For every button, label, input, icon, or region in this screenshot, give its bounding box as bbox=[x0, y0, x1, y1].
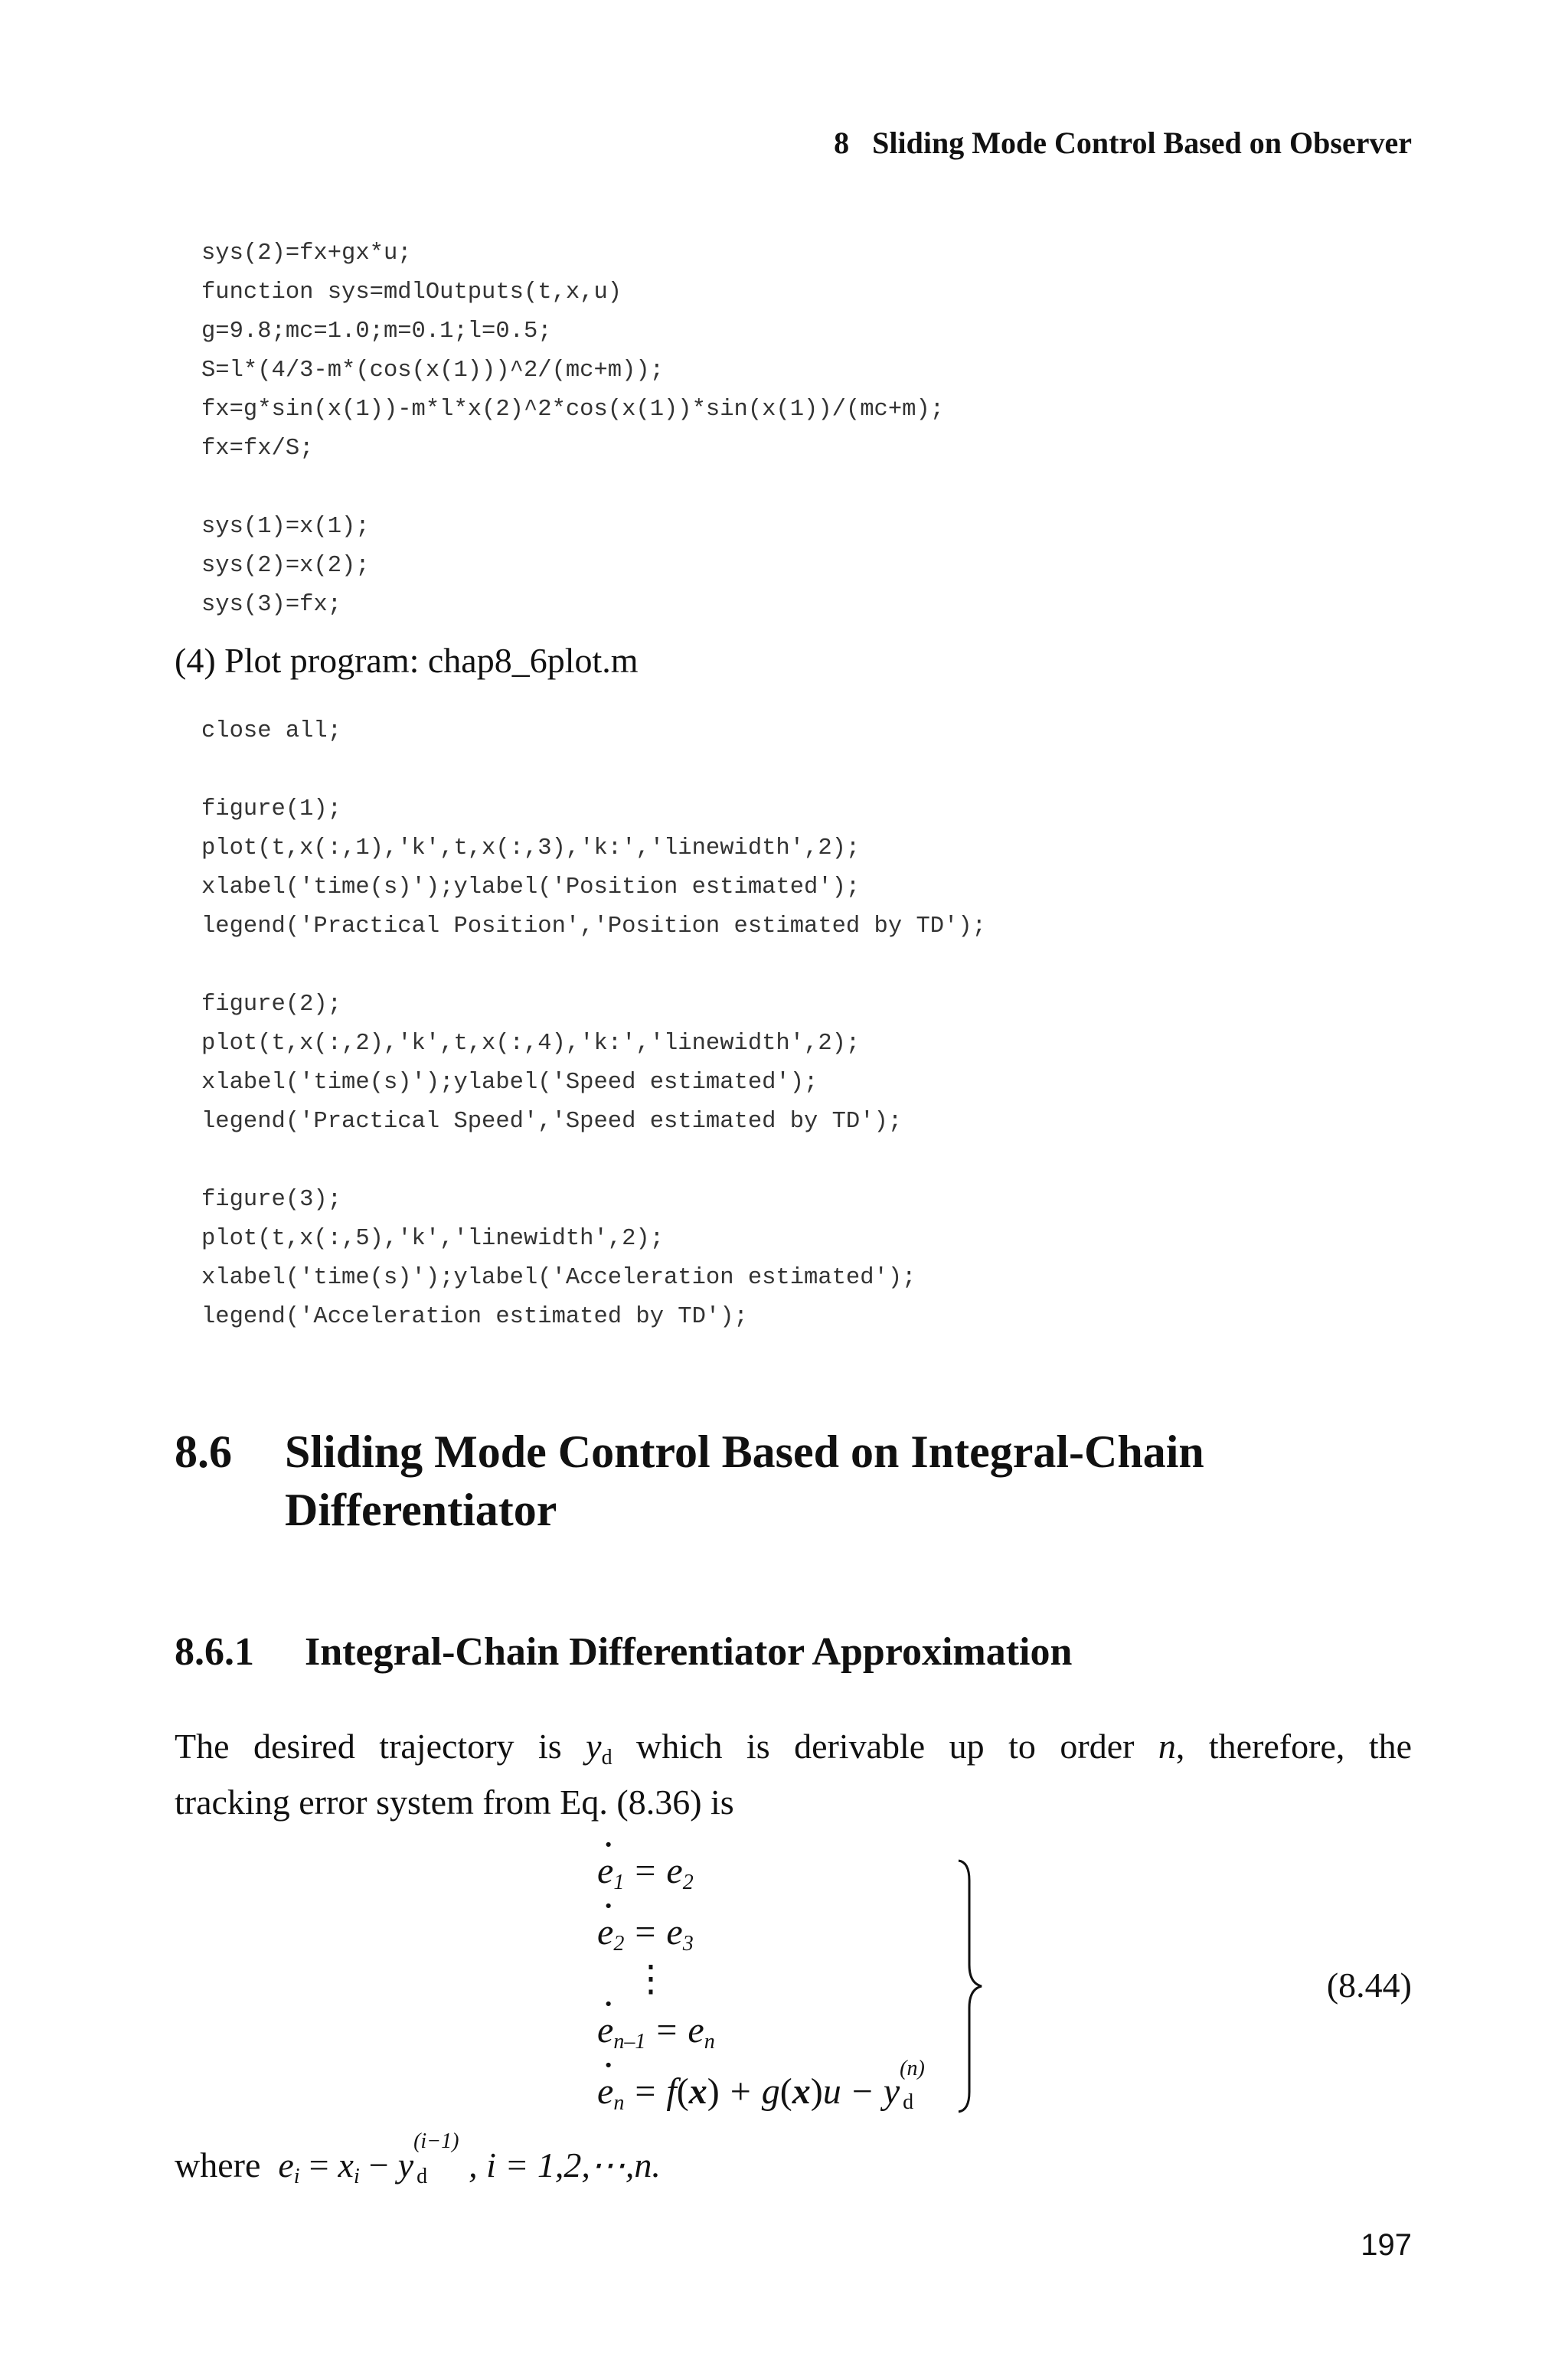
subsection-heading bbox=[175, 1629, 1072, 1675]
code-block-1 bbox=[201, 234, 944, 625]
code-line: fx=g*sin(x(1))-m*l*x(2)^2*cos(x(1))*sin(x(1))/(mc+m); bbox=[201, 397, 945, 423]
code-line: plot(t,x(:,1),'k',t,x(:,3),'k:','linewidth',2); bbox=[201, 835, 861, 861]
code-line bbox=[201, 751, 986, 790]
code-line: sys(1)=x(1); bbox=[201, 514, 370, 540]
equation-row-n: · $e_n = f(x) + g(x)u - y$ (n) d bbox=[597, 2070, 933, 2116]
equation-vdots: ⋮ bbox=[632, 1959, 669, 1999]
code-line: legend('Practical Speed','Speed estimated by TD'); bbox=[201, 1109, 903, 1135]
code-line: sys(2)=x(2); bbox=[201, 553, 370, 579]
code-line bbox=[201, 946, 986, 985]
section-number: 8.6 bbox=[175, 1426, 232, 1477]
subsection-title: Integral-Chain Differentiator Approximation bbox=[305, 1630, 1073, 1674]
code-line: plot(t,x(:,2),'k',t,x(:,4),'k:','linewidth',2); bbox=[201, 1031, 861, 1057]
subsection-number: 8.6.1 bbox=[175, 1630, 254, 1674]
equation-number: (8.44) bbox=[1326, 1966, 1412, 2005]
code-block-2 bbox=[201, 712, 986, 1337]
page-number: 197 bbox=[1361, 2228, 1412, 2262]
code-line: figure(3); bbox=[201, 1187, 342, 1213]
code-line: fx=fx/S; bbox=[201, 436, 314, 462]
code-line bbox=[201, 1142, 986, 1181]
code-line: xlabel('time(s)');ylabel('Speed estimated'); bbox=[201, 1070, 818, 1096]
code-line: figure(1); bbox=[201, 796, 342, 822]
section-title-line1: Sliding Mode Control Based on Integral-Chain bbox=[285, 1426, 1204, 1477]
right-brace-icon bbox=[956, 1858, 986, 2115]
code-line: close all; bbox=[201, 718, 342, 744]
code-line: function sys=mdlOutputs(t,x,u) bbox=[201, 279, 622, 306]
code-line: xlabel('time(s)');ylabel('Position estimated'); bbox=[201, 874, 861, 900]
code-line: sys(2)=fx+gx*u; bbox=[201, 240, 412, 266]
section-heading bbox=[175, 1423, 1204, 1539]
code-line: g=9.8;mc=1.0;m=0.1;l=0.5; bbox=[201, 319, 552, 345]
where-clause: where $e_i = x_i - y$ (i−1) d , i = 1,2,⋯,n. bbox=[175, 2129, 661, 2188]
code-line: S=l*(4/3-m*(cos(x(1)))^2/(mc+m)); bbox=[201, 358, 664, 384]
paragraph-line-1: The desired trajectory is $y_d$ which is derivable up to order n, therefore, the bbox=[175, 1727, 1413, 1770]
paragraph-line-2: tracking error system from Eq. (8.36) is bbox=[175, 1783, 734, 1822]
body-paragraph bbox=[175, 1724, 1412, 1825]
equation-row-n-1: · $e_{n-1} = e_n$ bbox=[597, 2009, 715, 2054]
equation-row-1: · $e_1 = e_2$ bbox=[597, 1850, 694, 1895]
chapter-number: 8 bbox=[834, 126, 850, 160]
code-line: legend('Practical Position','Position estimated by TD'); bbox=[201, 913, 986, 940]
program-label: (4) Plot program: chap8_6plot.m bbox=[175, 641, 639, 680]
equation-row-2: · $e_2 = e_3$ bbox=[597, 1911, 694, 1956]
code-line: sys(3)=fx; bbox=[201, 592, 342, 618]
running-head bbox=[834, 125, 1412, 161]
section-title-line2: Differentiator bbox=[285, 1485, 557, 1535]
code-line: figure(2); bbox=[201, 992, 342, 1018]
code-line: xlabel('time(s)');ylabel('Acceleration estimated'); bbox=[201, 1265, 916, 1291]
code-line: plot(t,x(:,5),'k','linewidth',2); bbox=[201, 1226, 664, 1252]
code-line bbox=[201, 469, 944, 508]
code-line: legend('Acceleration estimated by TD'); bbox=[201, 1304, 748, 1330]
chapter-title: Sliding Mode Control Based on Observer bbox=[872, 126, 1412, 160]
